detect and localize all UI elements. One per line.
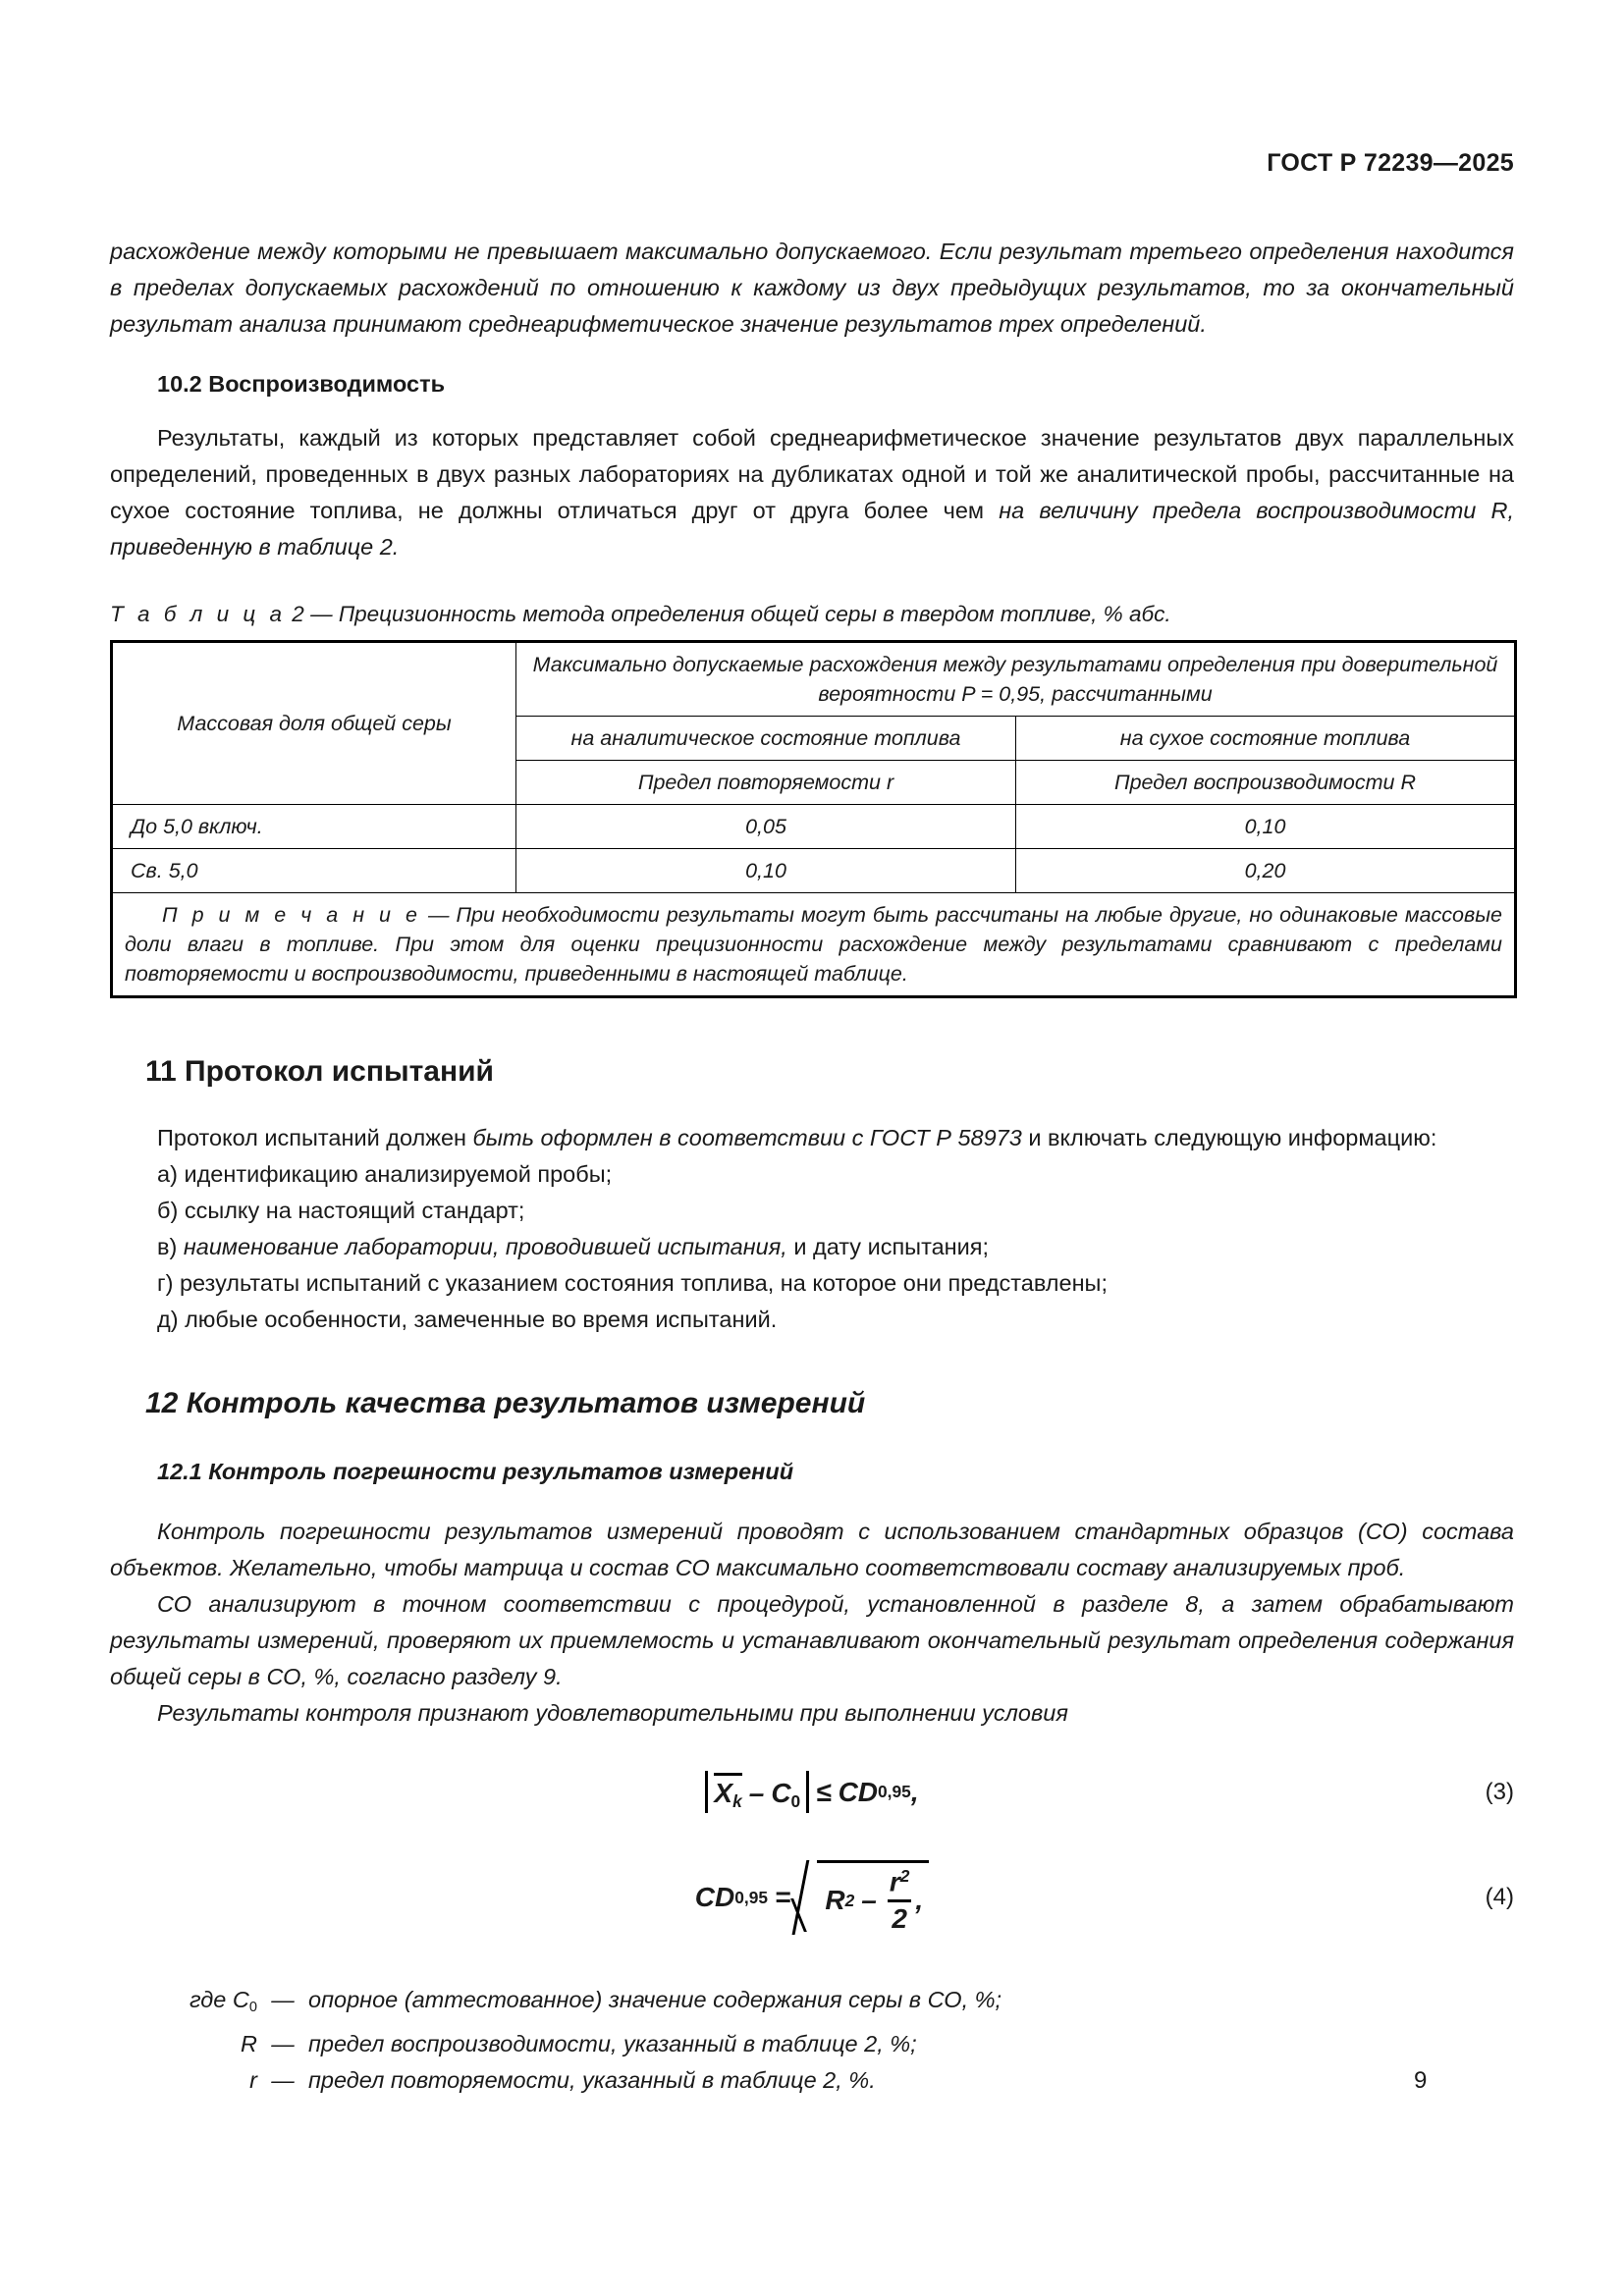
list-item-marker: в) (157, 1234, 178, 1259)
formula-4-equals: = (775, 1882, 791, 1913)
table-2-row0-range: До 5,0 включ. (112, 805, 516, 849)
table-2-caption (110, 599, 1514, 630)
where-definition: предел воспроизводимости, указанный в таблице 2, %; (308, 2030, 917, 2056)
list-item (110, 1229, 1514, 1265)
heading-12: 12 Контроль качества результатов измерений (145, 1387, 866, 1419)
table-2-caption-text: Прецизионность метода определения общей серы в твердом топливе, % абс. (338, 602, 1171, 626)
table-row-header-1 (112, 642, 1516, 717)
table-2-header-sub-col3: на сухое состояние топлива (1016, 717, 1516, 761)
formula-4-radicand (817, 1860, 929, 1935)
where-list (110, 1982, 1001, 2099)
formula-3-x-mean (714, 1773, 741, 1811)
formula-4-R: R (825, 1885, 845, 1916)
list-item (110, 1156, 1514, 1193)
formula-3-x-symbol: X (714, 1778, 733, 1808)
page-header-standard-id: ГОСТ Р 72239—2025 (1267, 149, 1514, 177)
paragraph-11-intro (110, 1120, 1514, 1156)
where-symbol: r (249, 2066, 257, 2093)
formula-3-absolute-group (705, 1771, 809, 1813)
formula-4-minus: – (861, 1885, 877, 1916)
formula-3-c-symbol: C (771, 1778, 791, 1808)
paragraph-12-1-b: СО анализируют в точном соответствии с процедурой, установленной в разделе 8, а затем обрабатывают результаты измерений, проверяют их приемлемость и устанавливают окончательный результат определения содержания общей серы в СО, %, согласно разделу 9. (110, 1591, 1514, 1689)
where-definition: предел повторяемости, указанный в таблице 2, %. (308, 2066, 876, 2093)
list-item (110, 1193, 1514, 1229)
formula-4-cd-symbol: CD (694, 1882, 735, 1913)
where-symbol: R (241, 2030, 257, 2056)
paragraph-12-1-c: Результаты контроля признают удовлетворительными при выполнении условия (157, 1700, 1068, 1726)
formula-4-r: r (889, 1866, 900, 1897)
table-2-row1-R: 0,20 (1016, 849, 1516, 893)
table-2-note-row (112, 893, 1516, 997)
formula-3-number: (3) (1485, 1778, 1514, 1805)
formula-3-relation: ≤ (816, 1776, 832, 1807)
paragraph-11-part1: Протокол испытаний должен (157, 1125, 473, 1150)
where-list-item (110, 2026, 1001, 2062)
table-2-caption-label: Т а б л и ц а (110, 602, 287, 626)
list-item-marker: д) (157, 1307, 179, 1332)
table-2-header-span: Максимально допускаемые расхождения между результатами определения при доверительной вероятности P = 0,95, рассчитанными (516, 642, 1516, 717)
table-2-header-col1: Массовая доля общей серы (112, 642, 516, 805)
list-item-marker: а) (157, 1161, 178, 1187)
formula-3-cd-sub: 0,95 (878, 1782, 911, 1802)
formula-3-c-sub: 0 (790, 1790, 801, 1811)
paragraph-11-part2: быть оформлен в соответствии с ГОСТ Р 58973 (472, 1125, 1022, 1150)
where-list-item (110, 2062, 1001, 2099)
list-item-text: результаты испытаний с указанием состояния топлива, на которое они представлены; (179, 1270, 1108, 1296)
intro-paragraph: расхождение между которыми не превышает максимально допускаемого. Если результат третьего определения находится в пределах допускаемых расхождений по отношению к каждому из двух предыдущих результатов, то за окончательный результат анализа принимают среднеарифметическое значение результатов трех определений. (110, 239, 1514, 337)
where-list-symbol-cell (110, 1982, 257, 2026)
table-2-row1-range: Св. 5,0 (112, 849, 516, 893)
paragraph-11-part3: и включать следующую информацию: (1021, 1125, 1437, 1150)
paragraph-10-2 (110, 420, 1514, 565)
paragraph-10-2-part1: Результаты, каждый из которых представляет собой среднеарифметическое значение результатов двух параллельных определений, проведенных в двух разных лабораториях на дубликатах одной и той же аналитической пробы, рассчитанные на сухое состояние топлива, не должны отличаться друг от друга более чем (110, 425, 1514, 523)
table-2-row0-R: 0,10 (1016, 805, 1516, 849)
table-2-caption-dash: — (310, 602, 333, 626)
table-2-caption-number: 2 (292, 602, 304, 626)
list-item-marker: б) (157, 1198, 179, 1223)
formula-4 (695, 1860, 929, 1935)
list-item-text: любые особенности, замеченные во время испытаний. (185, 1307, 778, 1332)
where-symbol: C (232, 1986, 249, 2012)
formula-4-fraction-denominator: 2 (888, 1899, 911, 1935)
table-2-row1-r: 0,10 (516, 849, 1016, 893)
list-item-text-italic: наименование лаборатории, проводившей испытания, (183, 1234, 787, 1259)
formula-4-row (110, 1860, 1514, 1935)
table-2 (110, 640, 1517, 998)
formula-3-x-sub: k (732, 1790, 742, 1811)
radical-sign-icon (797, 1860, 817, 1935)
page-number: 9 (1414, 2067, 1428, 2094)
formula-4-radical (797, 1860, 929, 1935)
formula-3-cd-symbol: CD (838, 1776, 879, 1807)
formula-4-fraction-numerator (886, 1866, 914, 1899)
table-2-row0-r: 0,05 (516, 805, 1016, 849)
heading-10-2: 10.2 Воспроизводимость (157, 371, 446, 397)
where-prefix: где (189, 1986, 227, 2012)
formula-3-minus: – (748, 1778, 765, 1808)
where-dash: — (271, 1986, 295, 2012)
list-item-marker: г) (157, 1270, 174, 1296)
formula-4-comma: , (915, 1885, 924, 1916)
formula-4-fraction (886, 1866, 914, 1935)
where-symbol-sub: 0 (248, 1999, 257, 2015)
table-2-note (112, 893, 1516, 997)
table-2-note-dash: — (427, 903, 450, 927)
list-item-text: идентификацию анализируемой пробы; (184, 1161, 613, 1187)
formula-4-r-exp: 2 (899, 1866, 910, 1887)
heading-12-1: 12.1 Контроль погрешности результатов измерений (157, 1459, 794, 1484)
table-2-header-sub-col2: на аналитическое состояние топлива (516, 717, 1016, 761)
table-row (112, 849, 1516, 893)
table-2-header-limit-col2: Предел повторяемости r (516, 761, 1016, 805)
formula-4-cd-sub: 0,95 (734, 1887, 769, 1907)
paragraph-10-2-part2: на величину предела воспроизводимости R, приведенную в таблице 2. (110, 498, 1514, 560)
table-2-note-text: При необходимости результаты могут быть рассчитаны на любые другие, но одинаковые массовые доли влаги в топливе. При этом для оценки прецизионности расхождение между результатами сравнивают с пределами повторяемости и воспроизводимости, приведенными в настоящей таблице. (125, 903, 1503, 986)
list-item (110, 1265, 1514, 1302)
paragraph-12-1-a: Контроль погрешности результатов измерений проводят с использованием стандартных образцов (СО) состава объектов. Желательно, чтобы матрица и состав СО максимально соответствовали составу анализируемых проб. (110, 1519, 1514, 1580)
list-item-text: ссылку на настоящий стандарт; (184, 1198, 525, 1223)
list-item (110, 1302, 1514, 1338)
formula-4-R-exp: 2 (844, 1890, 855, 1910)
formula-4-number: (4) (1485, 1884, 1514, 1911)
where-dash: — (271, 2066, 295, 2093)
heading-11: 11 Протокол испытаний (145, 1055, 494, 1088)
formula-3 (705, 1771, 918, 1813)
list-item-text-tail: и дату испытания; (786, 1234, 990, 1259)
formula-3-row (110, 1771, 1514, 1813)
table-row (112, 805, 1516, 849)
page-content (110, 234, 1514, 2099)
table-2-header-limit-col3: Предел воспроизводимости R (1016, 761, 1516, 805)
formula-3-comma: , (910, 1776, 919, 1807)
where-list-item (110, 1982, 1001, 2026)
table-2-note-label: П р и м е ч а н и е (162, 903, 421, 927)
where-dash: — (271, 2030, 295, 2056)
where-definition: опорное (аттестованное) значение содержания серы в СО, %; (308, 1986, 1002, 2012)
